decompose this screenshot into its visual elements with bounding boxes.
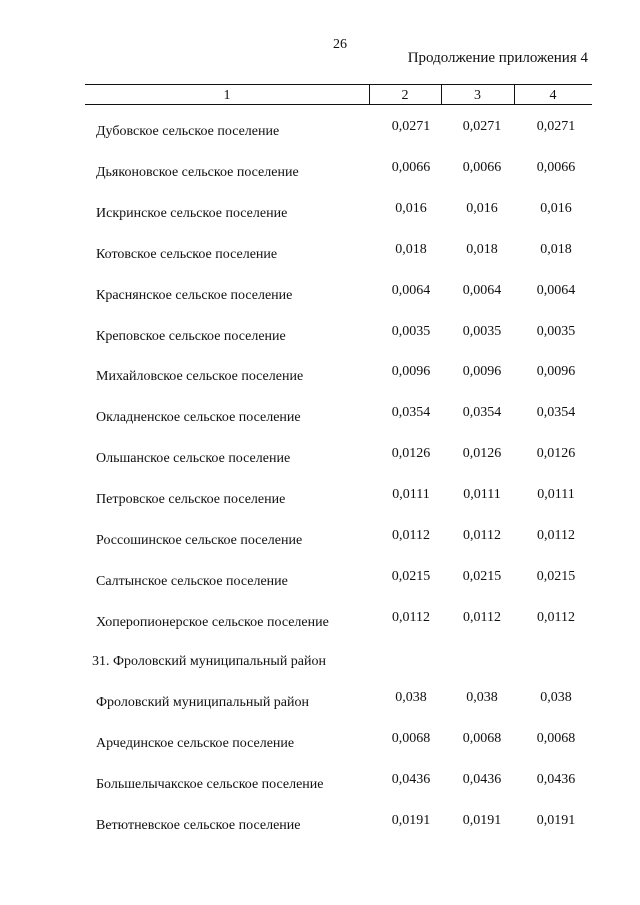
row-name: Котовское сельское поселение	[96, 246, 278, 262]
column-header-1: 1	[223, 88, 231, 103]
value-col-3: 0,0035	[462, 323, 502, 339]
row-name: Краснянское сельское поселение	[96, 287, 293, 303]
table-row	[0, 487, 640, 514]
value-col-4: 0,0035	[536, 323, 576, 339]
table-row	[0, 446, 640, 473]
value-col-3: 0,0111	[463, 487, 501, 503]
value-col-2: 0,0126	[391, 446, 431, 462]
column-header-3: 3	[474, 88, 481, 103]
table-header-top-rule	[85, 84, 592, 85]
table-row	[0, 405, 640, 432]
value-col-4: 0,0111	[537, 487, 575, 503]
value-col-2: 0,0271	[391, 119, 431, 134]
table-row	[0, 772, 640, 799]
value-col-4: 0,0215	[536, 568, 576, 584]
row-name: Фроловский муниципальный район	[96, 695, 310, 710]
value-col-2: 0,0066	[391, 159, 431, 175]
column-header-2: 2	[401, 88, 409, 103]
value-col-4: 0,0068	[536, 731, 576, 746]
section-title: 31. Фроловский муниципальный район	[92, 654, 327, 669]
value-col-3: 0,018	[466, 241, 498, 257]
value-col-2: 0,018	[395, 241, 427, 257]
value-col-3: 0,0271	[462, 119, 502, 134]
value-col-2: 0,0064	[391, 282, 431, 298]
table-row	[0, 731, 640, 758]
value-col-4: 0,016	[540, 200, 572, 216]
column-header-4: 4	[549, 88, 557, 103]
value-col-4: 0,0191	[536, 813, 576, 828]
value-col-2: 0,0112	[392, 528, 430, 543]
row-name: Хоперопионерское сельское поселение	[96, 614, 329, 630]
value-col-3: 0,0354	[462, 405, 502, 421]
value-col-4: 0,0436	[536, 772, 576, 787]
row-name: Искринское сельское поселение	[96, 205, 288, 221]
table-row	[0, 119, 640, 146]
value-col-3: 0,038	[466, 690, 498, 705]
value-col-3: 0,0068	[462, 731, 502, 746]
table-row	[0, 159, 640, 187]
value-col-2: 0,0111	[392, 487, 430, 503]
row-name: Петровское сельское поселение	[96, 492, 286, 508]
value-col-2: 0,0035	[391, 323, 431, 339]
row-name: Салтынское сельское поселение	[96, 573, 288, 589]
table-row	[0, 813, 640, 840]
value-col-2: 0,038	[395, 690, 427, 705]
row-name: Дубовское сельское поселение	[96, 124, 280, 139]
value-col-2: 0,0436	[391, 772, 431, 787]
value-col-2: 0,0096	[391, 364, 431, 380]
value-col-3: 0,0436	[462, 772, 502, 787]
table-row	[0, 528, 640, 555]
table-row	[0, 690, 640, 717]
value-col-4: 0,0271	[536, 119, 576, 134]
value-col-3: 0,0112	[463, 609, 501, 625]
value-col-4: 0,0066	[536, 159, 576, 175]
table-row	[0, 323, 640, 351]
row-name: Россошинское сельское поселение	[96, 533, 303, 548]
table-row	[0, 241, 640, 269]
value-col-4: 0,0112	[537, 528, 575, 543]
value-col-4: 0,0096	[536, 364, 576, 380]
table-row	[0, 364, 640, 391]
value-col-2: 0,0191	[391, 813, 431, 828]
table-header-bottom-rule	[85, 104, 592, 105]
value-col-3: 0,0215	[462, 568, 502, 584]
value-col-3: 0,016	[466, 200, 498, 216]
row-name: Михайловское сельское поселение	[96, 369, 304, 385]
table-row	[0, 568, 640, 596]
value-col-3: 0,0112	[463, 528, 501, 543]
value-col-3: 0,0191	[462, 813, 502, 828]
value-col-4: 0,0064	[536, 282, 576, 298]
table-row	[0, 282, 640, 310]
row-name: Ветютневское сельское поселение	[96, 818, 301, 833]
value-col-3: 0,0126	[462, 446, 502, 462]
row-name: Окладненское сельское поселение	[96, 410, 301, 426]
page-number: 26	[333, 37, 347, 52]
value-col-3: 0,0064	[462, 282, 502, 298]
value-col-4: 0,0354	[536, 405, 576, 421]
value-col-2: 0,0068	[391, 731, 431, 746]
row-name: Дьяконовское сельское поселение	[96, 164, 299, 180]
value-col-3: 0,0096	[462, 364, 502, 380]
value-col-2: 0,0215	[391, 568, 431, 584]
value-col-2: 0,016	[395, 200, 427, 216]
value-col-4: 0,038	[540, 690, 572, 705]
table-row	[0, 200, 640, 228]
value-col-3: 0,0066	[462, 159, 502, 175]
table-row	[0, 609, 640, 637]
value-col-2: 0,0112	[392, 609, 430, 625]
continuation-label: Продолжение приложения 4	[407, 50, 588, 66]
row-name: Ольшанское сельское поселение	[96, 451, 291, 467]
value-col-2: 0,0354	[391, 405, 431, 421]
row-name: Арчединское сельское поселение	[96, 736, 295, 751]
value-col-4: 0,018	[540, 241, 572, 257]
value-col-4: 0,0112	[537, 609, 575, 625]
value-col-4: 0,0126	[536, 446, 576, 462]
row-name: Большелычакское сельское поселение	[96, 777, 324, 792]
row-name: Креповское сельское поселение	[96, 328, 286, 344]
